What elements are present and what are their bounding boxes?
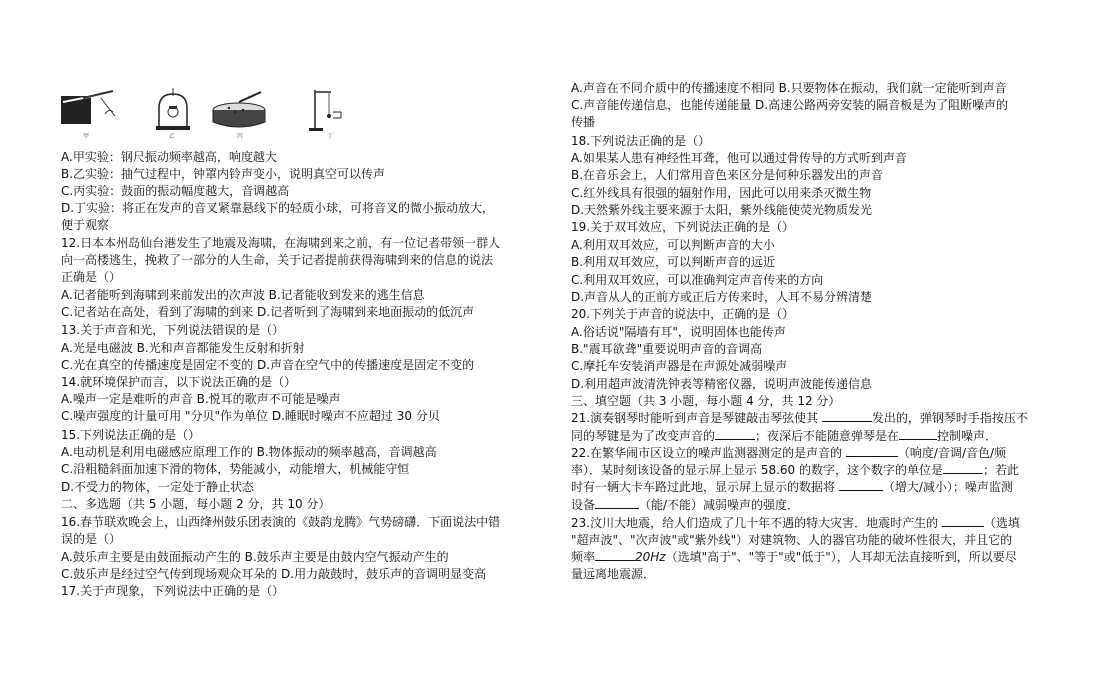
q19-option-c: C.利用双耳效应，可以准确判定声音传来的方向 (571, 273, 824, 287)
q12-stem-cont: 正确是（） (61, 270, 122, 284)
q22-stem-cont (571, 479, 1013, 496)
q20-option-d: D.利用超声波清洗钟表等精密仪器，说明声波能传递信息 (571, 377, 873, 391)
section-3-heading: 三、填空题（共 3 小题，每小题 4 分，共 12 分） (571, 394, 841, 408)
q21-text: 同的琴键是为了改变声音的 (571, 429, 716, 443)
q12-stem-cont: 向一高楼逃生，挽救了一部分的人生命，关于记者提前获得海啸到来的信息的说法 (61, 253, 494, 267)
q21-stem (571, 410, 1028, 427)
q22-stem-cont (571, 462, 1019, 479)
q15-option-d: D.不受力的物体，一定处于静止状态 (61, 480, 255, 494)
figure-bing-drum (209, 88, 271, 128)
q22-text: （增大/减小）；噪声监测 (882, 480, 1013, 494)
q23-blank-2[interactable] (595, 549, 635, 561)
q22-stem (571, 445, 1006, 462)
q17-stem: 17.关于声现象，下列说法中正确的是（） (61, 584, 285, 598)
q20-option-a: A.俗话说"隔墙有耳"，说明固体也能传声 (571, 325, 786, 339)
q15-option-c: C.沿粗糙斜面加速下滑的物体，势能减小，动能增大，机械能守恒 (61, 462, 410, 476)
q19-option-a: A.利用双耳效应，可以判断声音的大小 (571, 238, 775, 252)
q19-stem: 19.关于双耳效应，下列说法正确的是（） (571, 220, 795, 234)
q21-text: 控制噪声． (937, 429, 998, 443)
experiment-figures (61, 88, 361, 140)
q21-text: 发出的，弹钢琴时手指按压不 (871, 411, 1028, 425)
q11-option-a: A.甲实验：钢尺振动频率越高，响度越大 (61, 150, 277, 164)
q11-option-c: C.丙实验：鼓面的振动幅度越大，音调越高 (61, 184, 290, 198)
q23-stem-cont (571, 549, 1017, 566)
q22-text: 时有一辆大卡车路过此地，显示屏上显示的数据将 (571, 480, 839, 494)
q17-option-d-cont: 传播 (571, 115, 596, 129)
q11-option-d-cont: 便于观察 (61, 218, 110, 232)
q12-options-cd: C.记者站在高处，看到了海啸的到来 D.记者听到了海啸到来地面振动的低沉声 (61, 305, 475, 319)
q15-stem: 15.下列说法正确的是（） (61, 428, 201, 442)
q11-option-d: D.丁实验：将正在发声的音叉紧靠悬线下的轻质小球，可将音叉的微小振动放大， (61, 201, 495, 215)
q22-blank-4[interactable] (595, 497, 639, 509)
q21-blank-3[interactable] (899, 428, 937, 440)
q17-options-cd: C.声音能传递信息，也能传递能量 D.高速公路两旁安装的隔音板是为了阻断噪声的 (571, 98, 1009, 112)
q13-stem: 13.关于声音和光，下列说法错误的是（） (61, 323, 285, 337)
q22-text: 设备 (571, 498, 596, 512)
q22-blank-3[interactable] (839, 479, 883, 491)
q23-blank-1[interactable] (942, 515, 984, 527)
q23-text: （选填"高于"、"等于"或"低于"），人耳却无法直接听到，所以要尽 (665, 550, 1017, 564)
q14-options-cd: C.噪声强度的计量可用 "分贝"作为单位 D.睡眠时噪声不应超过 30 分贝 (61, 409, 440, 423)
q23-text: 频率 (571, 550, 596, 564)
q18-option-d: D.天然紫外线主要来源于太阳，紫外线能使荧光物质发光 (571, 203, 873, 217)
figure-jia-ruler (61, 88, 121, 128)
q22-text: ；若此 (983, 463, 1020, 477)
q23-stem (571, 515, 1020, 532)
q22-text: 22.在繁华闹市区设立的噪声监测器测定的是声音的 (571, 446, 846, 460)
q20-stem: 20.下列关于声音的说法中，正确的是（） (571, 307, 795, 321)
q16-stem-cont: 误的是（） (61, 532, 122, 546)
q21-stem-cont (571, 428, 997, 445)
q13-options-cd: C.光在真空的传播速度是固定不变的 D.声音在空气中的传播速度是固定不变的 (61, 358, 475, 372)
q11-option-b: B.乙实验：抽气过程中，钟罩内铃声变小，说明真空可以传声 (61, 167, 386, 181)
q23-stem-cont: "超声波"、"次声波"或"紫外线"）对建筑物、人的器官功能的破坏性很大，并且它的 (571, 533, 1013, 547)
figure-caption-ding: 丁 (327, 133, 334, 140)
q22-text: （能/不能）减弱噪声的强度． (639, 498, 800, 512)
figure-ding-tuning-fork (307, 88, 347, 132)
q17-options-ab: A.声音在不同介质中的传播速度不相同 B.只要物体在振动，我们就一定能听到声音 (571, 81, 1007, 95)
q23-text: 23.汶川大地震，给人们造成了几十年不遇的特大灾害．地震时产生的 (571, 516, 942, 530)
q16-options-cd: C.鼓乐声是经过空气传到现场观众耳朵的 D.用力敲鼓时，鼓乐声的音调明显变高 (61, 567, 487, 581)
q18-option-b: B.在音乐会上，人们常用音色来区分是何种乐器发出的声音 (571, 168, 884, 182)
q18-stem: 18.下列说法正确的是（） (571, 134, 711, 148)
figure-caption-yi: 乙 (169, 133, 176, 140)
q16-stem: 16.春节联欢晚会上，山西绛州鼓乐团表演的《鼓韵龙腾》气势磅礴．下面说法中错 (61, 515, 501, 529)
q16-options-ab: A.鼓乐声主要是由鼓面振动产生的 B.鼓乐声主要是由鼓内空气振动产生的 (61, 550, 449, 564)
figure-yi-bell-jar (153, 88, 193, 132)
q19-option-b: B.利用双耳效应，可以判断声音的远近 (571, 255, 776, 269)
q12-options-ab: A.记者能听到海啸到来前发出的次声波 B.记者能收到发来的逃生信息 (61, 288, 425, 302)
q23-frequency-value: 20Hz (635, 550, 666, 564)
q23-text: （选填 (983, 516, 1020, 530)
q21-blank-2[interactable] (715, 428, 755, 440)
q19-option-d: D.声音从人的正前方或正后方传来时，人耳不易分辨清楚 (571, 290, 873, 304)
q22-stem-cont (571, 497, 799, 514)
q14-options-ab: A.噪声一定是难听的声音 B.悦耳的歌声不可能是噪声 (61, 392, 341, 406)
q13-options-ab: A.光是电磁波 B.光和声音都能发生反射和折射 (61, 341, 305, 355)
q18-option-a: A.如果某人患有神经性耳聋，他可以通过骨传导的方式听到声音 (571, 151, 907, 165)
q21-blank-1[interactable] (822, 410, 872, 422)
q15-options-ab: A.电动机是利用电磁感应原理工作的 B.物体振动的频率越高，音调越高 (61, 445, 437, 459)
q22-text: （响度/音调/音色/频 (897, 446, 1007, 460)
section-2-heading: 二、多选题（共 5 小题，每小题 2 分，共 10 分） (61, 497, 331, 511)
q12-stem: 12.日本本州岛仙台港发生了地震及海啸，在海啸到来之前，有一位记者带领一群人 (61, 236, 501, 250)
q21-text: ；夜深后不能随意弹琴是在 (755, 429, 900, 443)
q23-stem-cont: 量远离地震源． (571, 567, 656, 581)
q22-blank-1[interactable] (846, 445, 898, 457)
q22-text: 率）．某时刻该设备的显示屏上显示 58.60 的数字，这个数字的单位是 (571, 463, 943, 477)
q20-option-c: C.摩托车安装消声器是在声源处减弱噪声 (571, 359, 788, 373)
figure-caption-jia: 甲 (83, 133, 90, 140)
figure-caption-bing: 丙 (237, 133, 244, 140)
q22-blank-2[interactable] (943, 462, 983, 474)
q20-option-b: B."震耳欲聋"重要说明声音的音调高 (571, 342, 763, 356)
q18-option-c: C.红外线具有很强的辐射作用，因此可以用来杀灭微生物 (571, 186, 872, 200)
q14-stem: 14.就环境保护而言，以下说法正确的是（） (61, 375, 297, 389)
q21-text: 21.演奏钢琴时能听到声音是琴键敲击琴弦使其 (571, 411, 822, 425)
